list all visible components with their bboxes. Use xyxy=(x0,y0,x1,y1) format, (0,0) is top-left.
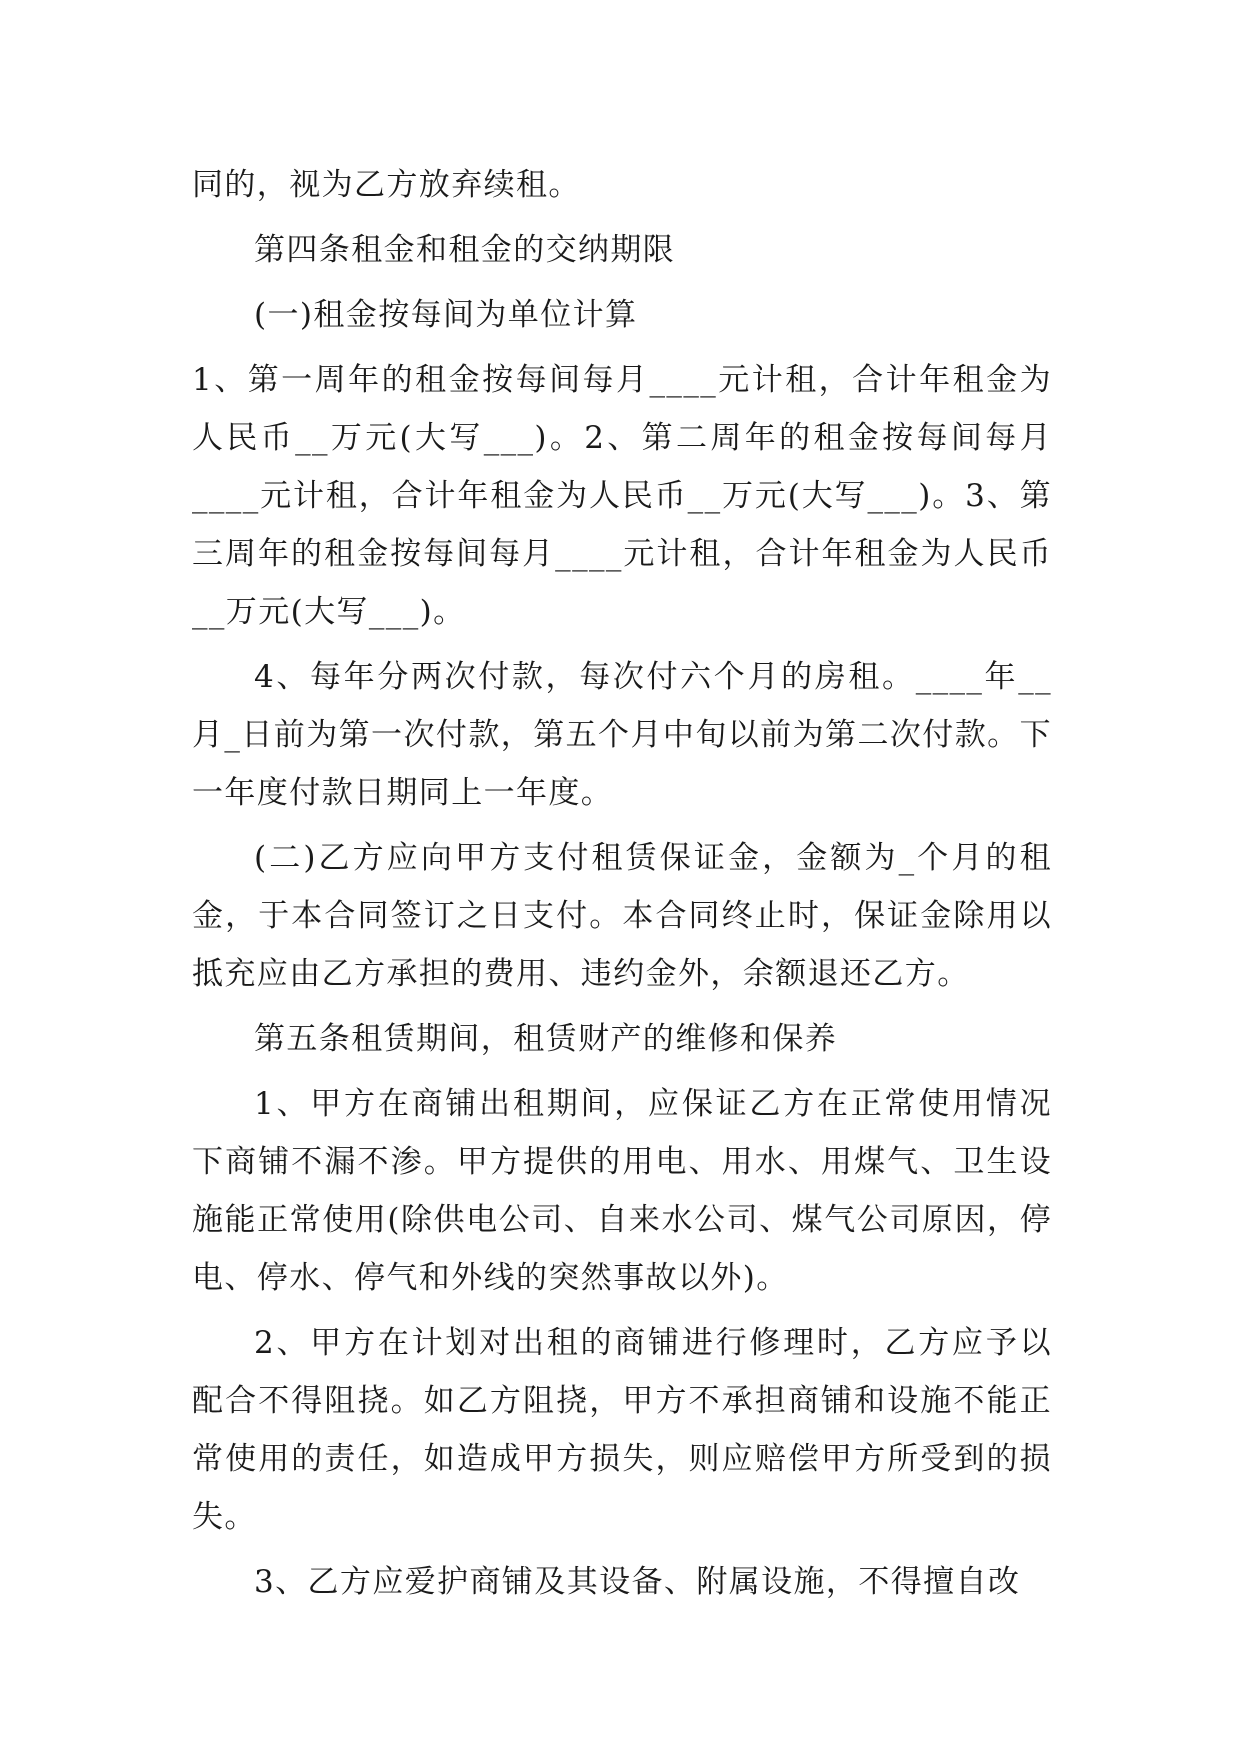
maintenance-clause-2: 2、甲方在计划对出租的商铺进行修理时，乙方应予以配合不得阻挠。如乙方阻挠，甲方不承担商铺和设施不能正常使用的责任，如造成甲方损失，则应赔偿甲方所受到的损失。 xyxy=(192,1325,1052,1535)
article-4-heading: 第四条租金和租金的交纳期限 xyxy=(254,232,676,268)
article-5-heading: 第五条租赁期间，租赁财产的维修和保养 xyxy=(254,1021,838,1057)
maintenance-clause-3: 3、乙方应爱护商铺及其设备、附属设施，不得擅自改 xyxy=(254,1564,1021,1600)
deposit-paragraph: (二)乙方应向甲方支付租赁保证金，金额为_个月的租金，于本合同签订之日支付。本合同终止时，保证金除用以抵充应由乙方承担的费用、违约金外，余额退还乙方。 xyxy=(192,840,1052,992)
maintenance-clause-1: 1、甲方在商铺出租期间，应保证乙方在正常使用情况下商铺不漏不渗。甲方提供的用电、用水、用煤气、卫生设施能正常使用(除供电公司、自来水公司、煤气公司原因，停电、停水、停气和外线的突然事故以外)。 xyxy=(192,1086,1052,1296)
rent-schedule-paragraph: 1、第一周年的租金按每间每月____元计租，合计年租金为人民币__万元(大写___)。2、第二周年的租金按每间每月____元计租，合计年租金为人民币__万元(大写___)。3、第三周年的租金按每间每月____元计租，合计年租金为人民币__万元(大写___)。 xyxy=(192,362,1052,630)
document-body xyxy=(192,156,1052,1618)
payment-schedule-paragraph: 4、每年分两次付款，每次付六个月的房租。____年__月_日前为第一次付款，第五个月中旬以前为第二次付款。下一年度付款日期同上一年度。 xyxy=(192,659,1052,811)
section-1-heading: (一)租金按每间为单位计算 xyxy=(254,297,638,333)
paragraph-continuation: 同的，视为乙方放弃续租。 xyxy=(192,167,581,203)
